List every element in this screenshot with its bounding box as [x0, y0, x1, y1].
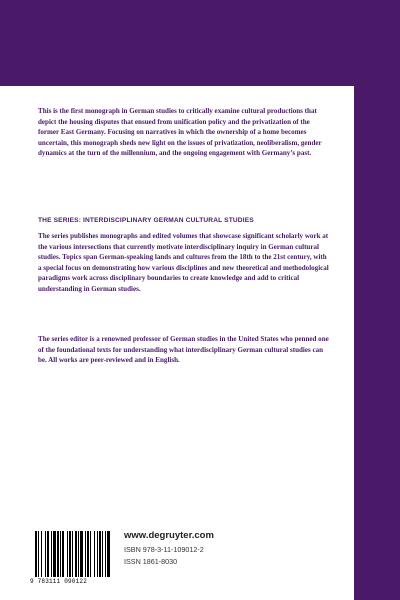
barcode-bar [87, 531, 89, 577]
barcode-bar [99, 531, 101, 577]
barcode-bar [85, 531, 86, 577]
isbn-number: ISBN 978-3-11-109012-2 [124, 545, 204, 554]
barcode-bar [57, 531, 59, 577]
barcode-bar [105, 531, 106, 577]
series-description: The series publishes monographs and edited volumes that showcase significant scholarly work at the various intersections that currently motivate interdisciplinary inquiry in German cultural studies. Topics span German-speaking lands and cultures from the 18th to the 21st century, with a special focus on demonstrating how various disciplines and new theoretical and methodological paradigms work across disciplinary boundaries to create knowledge and add to critical understanding in German studies. [38, 232, 329, 293]
barcode-bar [53, 531, 56, 577]
barcode-bar [45, 531, 46, 577]
barcode-bar [38, 531, 39, 577]
barcode-bar [51, 531, 52, 577]
barcode-bar [69, 531, 71, 577]
barcode-bar [47, 531, 49, 577]
series-editor-note: The series editor is a renowned professor of German studies in the United States who penned one of the foundational texts for understanding what interdisciplinary German cultural studies can be. All works are peer-reviewed and in English. [38, 335, 329, 364]
barcode-bar [107, 531, 110, 577]
barcode-bar [75, 531, 77, 577]
barcode-bar [90, 531, 91, 577]
barcode-bar [97, 531, 98, 577]
barcode-bar [35, 531, 37, 577]
barcode-bar [78, 531, 79, 577]
publisher-website: www.degruyter.com [124, 530, 214, 541]
isbn-barcode [34, 531, 116, 585]
barcode-bar [80, 531, 83, 577]
book-description: This is the first monograph in German studies to critically examine cultural productions that depict the housing disputes that ensued from unification policy and the privatization of the former East Germany. Focusing on narratives in which the ownership of a home becomes uncertain, this monograph sheds new light on the issues of privatization, neoliberalism, gender dynamics at the turn of the millennium, and the ongoing engagement with Germany’s past. [38, 107, 322, 158]
issn-number: ISSN 1861-8030 [124, 557, 178, 566]
series-heading: THE SERIES: INTERDISCIPLINARY GERMAN CULTURAL STUDIES [38, 217, 254, 224]
barcode-bar [102, 531, 103, 577]
barcode-bar [62, 531, 64, 577]
barcode-bar [41, 531, 42, 577]
barcode-bar [67, 531, 68, 577]
barcode-bars [34, 531, 116, 577]
barcode-digits: 9 783111 090122 [30, 578, 88, 585]
barcode-bar [94, 531, 95, 577]
barcode-bar [60, 531, 61, 577]
barcode-bar [72, 531, 73, 577]
